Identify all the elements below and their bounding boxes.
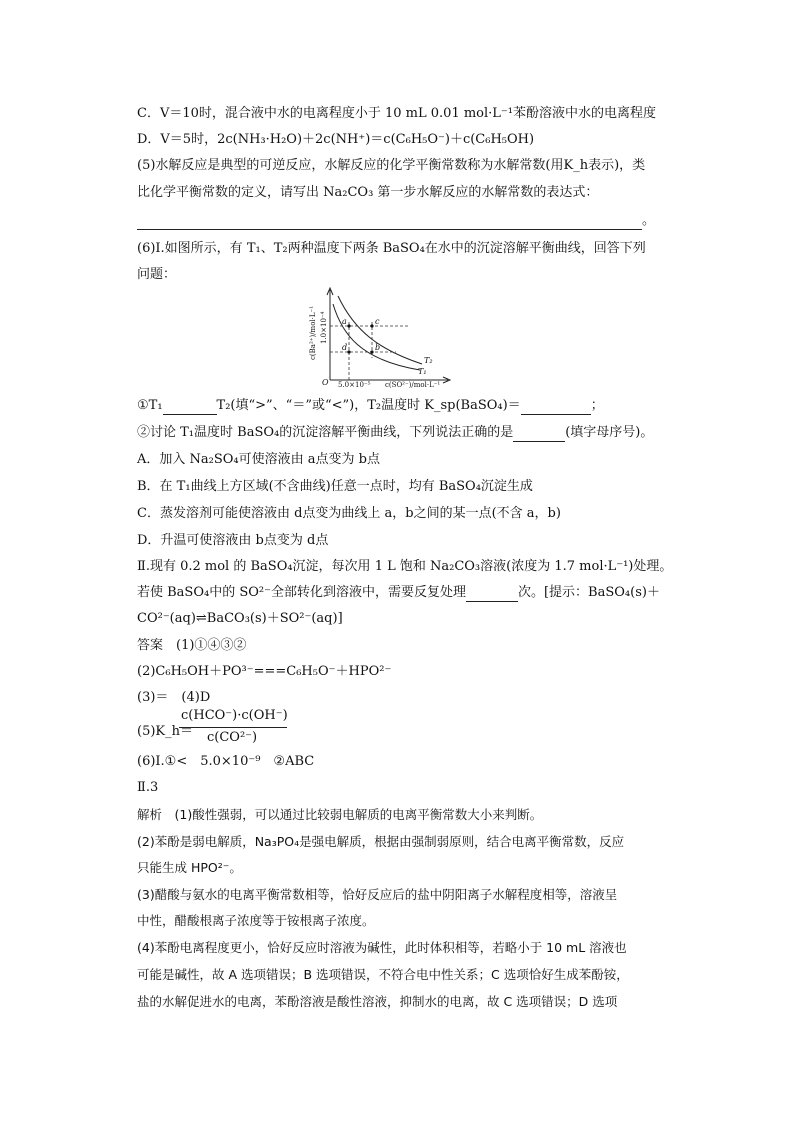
- y-tick-label: 1.0×10⁻⁴: [320, 311, 328, 344]
- option-line: A．加入 Na₂SO₄可使溶液由 a点变为 b点: [137, 452, 380, 467]
- analysis-line: 盐的水解促进水的电离，苯酚溶液是酸性溶液，抑制水的电离，故 C 选项错误；D 选项: [137, 994, 618, 1009]
- text-line: C．V＝10时，混合液中水的电离程度小于 10 mL 0.01 mol·L⁻¹苯酚溶液中水的电离程度: [137, 106, 657, 121]
- text-fragment: (填字母序号)。: [565, 425, 654, 440]
- text-fragment: 若使 BaSO₄中的 SO²⁻全部转化到溶液中，需要反复处理: [137, 585, 466, 600]
- fraction-denominator: c(CO²⁻): [207, 730, 258, 745]
- analysis-line: (4)苯酚电离程度更小，恰好反应时溶液为碱性，此时体积相等，若略小于 10 mL 溶液也: [137, 940, 627, 955]
- blank-underline: [466, 587, 518, 602]
- text-fragment: ；: [590, 398, 604, 413]
- analysis-line: 可能是碱性，故 A 选项错误；B 选项错误，不符合电中性关系；C 选项恰好生成苯酚铵，: [137, 967, 629, 982]
- solubility-equilibrium-figure: [300, 282, 500, 390]
- text-line: 问题：: [137, 267, 177, 282]
- option-line: D．升温可使溶液由 b点变为 d点: [137, 533, 329, 548]
- point-c: [370, 324, 373, 327]
- question-line: [137, 397, 677, 415]
- answer-heading: 答案 (1)①④③②: [137, 638, 247, 653]
- point-b: [370, 350, 373, 353]
- point-a: [347, 324, 350, 327]
- answer-line: Ⅱ.3: [137, 780, 159, 795]
- text-fragment: ①T₁: [137, 398, 163, 413]
- text-line: D．V＝5时，2c(NH₃·H₂O)＋2c(NH⁺)＝c(C₆H₅O⁻)＋c(C₆H₅OH): [137, 132, 535, 147]
- answer-line: (3)＝ (4)D: [137, 690, 211, 705]
- text-fragment: 。: [642, 213, 656, 228]
- x-axis-label: c(SO²⁻)/mol·L⁻¹: [385, 381, 441, 389]
- point-label-b: b: [375, 343, 381, 352]
- answer-line: (6)Ⅰ.①< 5.0×10⁻⁹ ②ABC: [137, 754, 315, 769]
- curve-t1: [333, 304, 420, 370]
- x-tick-label: 5.0×10⁻⁵: [338, 381, 371, 389]
- curve-t2: [338, 296, 422, 364]
- answer-line: (2)C₆H₅OH＋PO³⁻===C₆H₅O⁻＋HPO²⁻: [137, 664, 392, 679]
- analysis-line: 只能生成 HPO²⁻。: [137, 860, 242, 875]
- point-label-a: a: [342, 317, 347, 326]
- option-line: B．在 T₁曲线上方区域(不含曲线)任意一点时，均有 BaSO₄沉淀生成: [137, 479, 533, 494]
- option-line: C．蒸发溶剂可能使溶液由 d点变为曲线上 a，b之间的某一点(不含 a，b): [137, 506, 561, 521]
- text-fragment: T₂(填“>”、“＝”或“<”)，T₂温度时 K_sp(BaSO₄)＝: [216, 398, 521, 413]
- analysis-line: 中性，醋酸根离子浓度等于铵根离子浓度。: [137, 913, 375, 928]
- hydrolysis-constant-expression: [137, 708, 437, 748]
- answer-blank-line: [137, 212, 677, 230]
- analysis-line: 解析 (1)酸性强弱，可以通过比较弱电解质的电离平衡常数大小来判断。: [137, 807, 543, 822]
- text-line: (6)Ⅰ.如图所示，有 T₁、T₂两种温度下两条 BaSO₄在水中的沉淀溶解平衡曲线，回答下列: [137, 241, 646, 256]
- y-axis-label: c(Ba²⁺)/mol·L⁻¹: [309, 305, 317, 360]
- question-line: [137, 424, 677, 442]
- blank-underline: [137, 215, 642, 230]
- analysis-line: (2)苯酚是弱电解质，Na₃PO₄是强电解质，根据由强制弱原则，结合电离平衡常数，反应: [137, 834, 625, 849]
- analysis-line: (3)醋酸与氨水的电离平衡常数相等，恰好反应后的盐中阴阳离子水解程度相等，溶液呈: [137, 887, 618, 902]
- text-line: CO²⁻(aq)⇌BaCO₃(s)＋SO²⁻(aq)]: [137, 611, 343, 626]
- blank-underline: [163, 400, 217, 415]
- question-line: [137, 584, 677, 602]
- text-fragment: 次。[提示：BaSO₄(s)＋: [517, 585, 660, 600]
- text-fragment: ②讨论 T₁温度时 BaSO₄的沉淀溶解平衡曲线，下列说法正确的是: [137, 425, 514, 440]
- curve-label-t1: T₁: [418, 367, 427, 376]
- blank-underline: [521, 400, 591, 415]
- blank-underline: [513, 427, 565, 442]
- fraction-bar: [179, 727, 287, 728]
- point-label-c: c: [375, 317, 380, 326]
- point-label-d: d: [342, 343, 348, 352]
- text-line: (5)水解反应是典型的可逆反应，水解反应的化学平衡常数称为水解常数(用K_h表示)，类: [137, 158, 646, 173]
- origin-label: O: [322, 378, 329, 387]
- text-line: 比化学平衡常数的定义，请写出 Na₂CO₃ 第一步水解反应的水解常数的表达式：: [137, 185, 599, 200]
- curve-label-t2: T₂: [424, 356, 433, 365]
- expression-prefix: (5)K_h＝: [137, 724, 193, 739]
- text-line: Ⅱ.现有 0.2 mol 的 BaSO₄沉淀，每次用 1 L 饱和 Na₂CO₃溶液(浓度为 1.7 mol·L⁻¹)处理。: [137, 559, 673, 574]
- fraction-numerator: c(HCO⁻)·c(OH⁻): [181, 708, 288, 723]
- point-d: [347, 350, 350, 353]
